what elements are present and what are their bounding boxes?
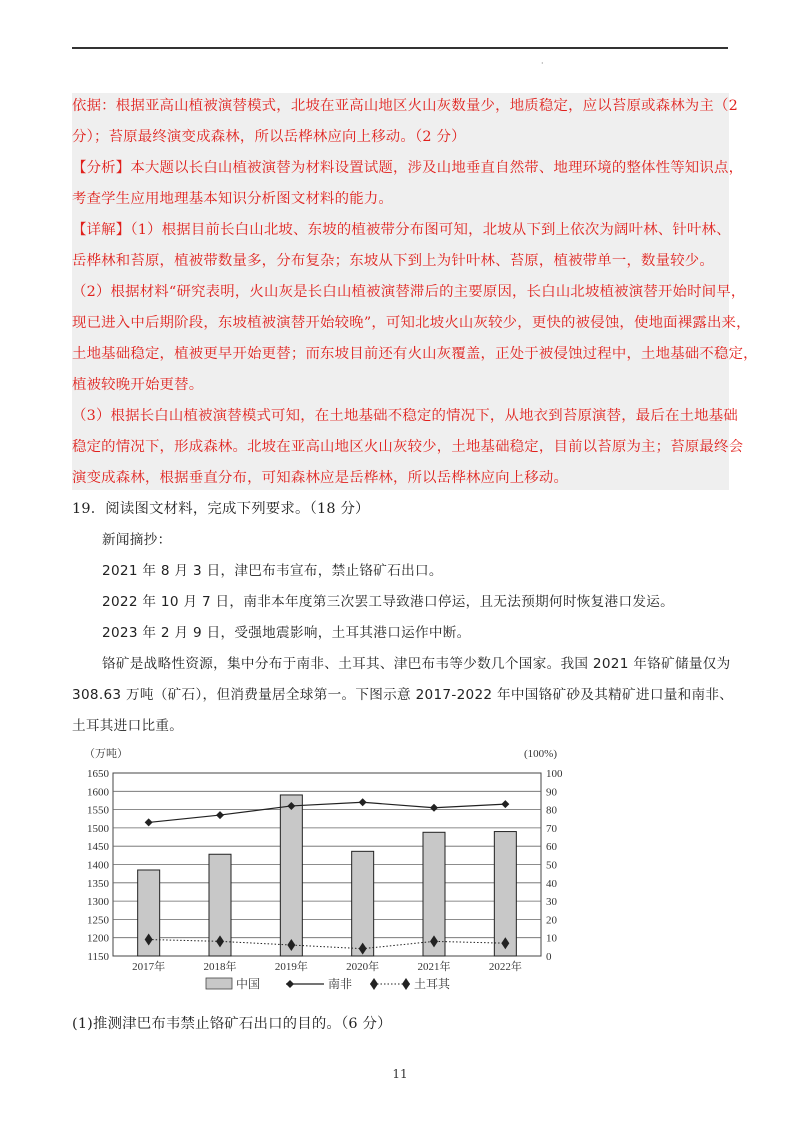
- left-tick-label: 1250: [87, 914, 109, 927]
- bar-china: [352, 851, 374, 956]
- header-dot: ·: [541, 59, 544, 68]
- right-tick-label: 20: [546, 914, 557, 927]
- legend-swatch-china: [206, 978, 232, 989]
- left-tick-label: 1200: [87, 932, 109, 945]
- answer-line: （3）根据长白山植被演替模式可知，在土地基础不稳定的情况下，从地衣到苔原演替，最后在土地基础: [72, 408, 738, 424]
- left-axis-unit: （万吨）: [84, 748, 128, 760]
- legend-marker-south-africa: [286, 980, 294, 988]
- material-paragraph: 土耳其进口比重。: [72, 718, 184, 734]
- answer-line: 植被较晚开始更替。: [72, 377, 204, 393]
- left-tick-label: 1450: [87, 841, 109, 854]
- right-axis-unit: (100%): [524, 748, 557, 760]
- answer-line: 土地基础稳定，植被更早开始更替；而东坡目前还有火山灰覆盖，正处于被侵蚀过程中，土地基础不稳定，: [72, 346, 758, 362]
- legend-marker-turkey: [370, 978, 378, 990]
- answer-line: 岳桦林和苔原，植被带数量多，分布复杂；东坡从下到上为针叶林、苔原，植被带单一，数量较少。: [72, 253, 714, 269]
- marker-south-africa: [359, 798, 367, 806]
- material-paragraph: 铬矿是战略性资源，集中分布于南非、土耳其、津巴布韦等少数几个国家。我国 2021 年铬矿储量仅为: [102, 656, 731, 672]
- legend-label-south-africa: 南非: [328, 977, 353, 991]
- left-tick-label: 1350: [87, 877, 109, 890]
- answer-line: 【详解】（1）根据目前长白山北坡、东坡的植被带分布图可知，北坡从下到上依次为阔叶林、针叶林、: [72, 222, 731, 238]
- right-tick-label: 50: [546, 859, 557, 872]
- bar-china: [280, 795, 302, 956]
- page-number: 11: [392, 1067, 408, 1081]
- left-tick-label: 1150: [87, 951, 109, 963]
- x-tick-label: 2022年: [488, 961, 522, 973]
- x-tick-label: 2020年: [346, 961, 380, 973]
- left-tick-label: 1650: [87, 768, 109, 780]
- x-tick-label: 2018年: [203, 961, 237, 973]
- marker-south-africa: [430, 804, 438, 812]
- news-heading: 新闻摘抄：: [102, 532, 172, 548]
- right-tick-label: 100: [546, 768, 563, 780]
- line-south-africa: [149, 802, 506, 822]
- answer-line: 依据：根据亚高山植被演替模式，北坡在亚高山地区火山灰数量少，地质稳定，应以苔原或森林为主（2: [72, 98, 738, 114]
- right-tick-label: 10: [546, 932, 557, 945]
- news-item: 2022 年 10 月 7 日，南非本年度第三次罢工导致港口停运，且无法预期何时恢复港口发运。: [102, 594, 675, 610]
- left-tick-label: 1600: [87, 786, 109, 799]
- header-rule: [72, 47, 728, 49]
- right-tick-label: 60: [546, 841, 557, 854]
- x-tick-label: 2017年: [132, 961, 166, 973]
- left-tick-label: 1400: [87, 859, 109, 872]
- sub-question-1: (1)推测津巴布韦禁止铬矿石出口的目的。（6 分）: [72, 1016, 392, 1032]
- answer-line: （2）根据材料“研究表明，火山灰是长白山植被演替滞后的主要原因，长白山北坡植被演替开始时间早，: [72, 284, 746, 300]
- legend-label-china: 中国: [236, 977, 261, 991]
- answer-line: 稳定的情况下，形成森林。北坡在亚高山地区火山灰较少，土地基础稳定，目前以苔原为主；苔原最终会: [72, 439, 744, 455]
- chart-svg: [78, 742, 580, 997]
- marker-south-africa: [501, 800, 509, 808]
- marker-south-africa: [145, 818, 153, 826]
- answer-line: 演变成森林，根据垂直分布，可知森林应是岳桦林，所以岳桦林应向上移动。: [72, 470, 569, 486]
- left-tick-label: 1500: [87, 822, 109, 835]
- x-tick-label: 2019年: [274, 961, 308, 973]
- right-tick-label: 30: [546, 896, 557, 909]
- right-tick-label: 90: [546, 786, 557, 799]
- answer-line: 分）；苔原最终演变成森林，所以岳桦林应向上移动。（2 分）: [72, 129, 466, 145]
- right-tick-label: 70: [546, 822, 557, 835]
- news-item: 2023 年 2 月 9 日，受强地震影响，土耳其港口运作中断。: [102, 625, 471, 641]
- answer-line: 现已进入中后期阶段，东坡植被演替开始较晚”，可知北坡火山灰较少，更快的被侵蚀，使地面裸露出来，: [72, 315, 751, 331]
- answer-line: 【分析】本大题以长白山植被演替为材料设置试题，涉及山地垂直自然带、地理环境的整体性等知识点，: [72, 160, 744, 176]
- line-turkey: [149, 940, 506, 949]
- material-paragraph: 308.63 万吨（矿石），但消费量居全球第一。下图示意 2017-2022 年中国铬矿砂及其精矿进口量和南非、: [72, 687, 734, 703]
- news-item: 2021 年 8 月 3 日，津巴布韦宣布，禁止铬矿石出口。: [102, 563, 443, 579]
- question-title: 19．阅读图文材料，完成下列要求。（18 分）: [72, 501, 370, 517]
- legend-marker-turkey: [402, 978, 410, 990]
- right-tick-label: 0: [546, 951, 552, 963]
- marker-south-africa: [216, 811, 224, 819]
- left-tick-label: 1550: [87, 804, 109, 817]
- left-tick-label: 1300: [87, 896, 109, 909]
- right-tick-label: 40: [546, 877, 557, 890]
- chromite-import-chart: [78, 742, 580, 997]
- legend-label-turkey: 土耳其: [414, 977, 451, 991]
- answer-line: 考查学生应用地理基本知识分析图文材料的能力。: [72, 191, 393, 207]
- x-tick-label: 2021年: [417, 961, 451, 973]
- right-tick-label: 80: [546, 804, 557, 817]
